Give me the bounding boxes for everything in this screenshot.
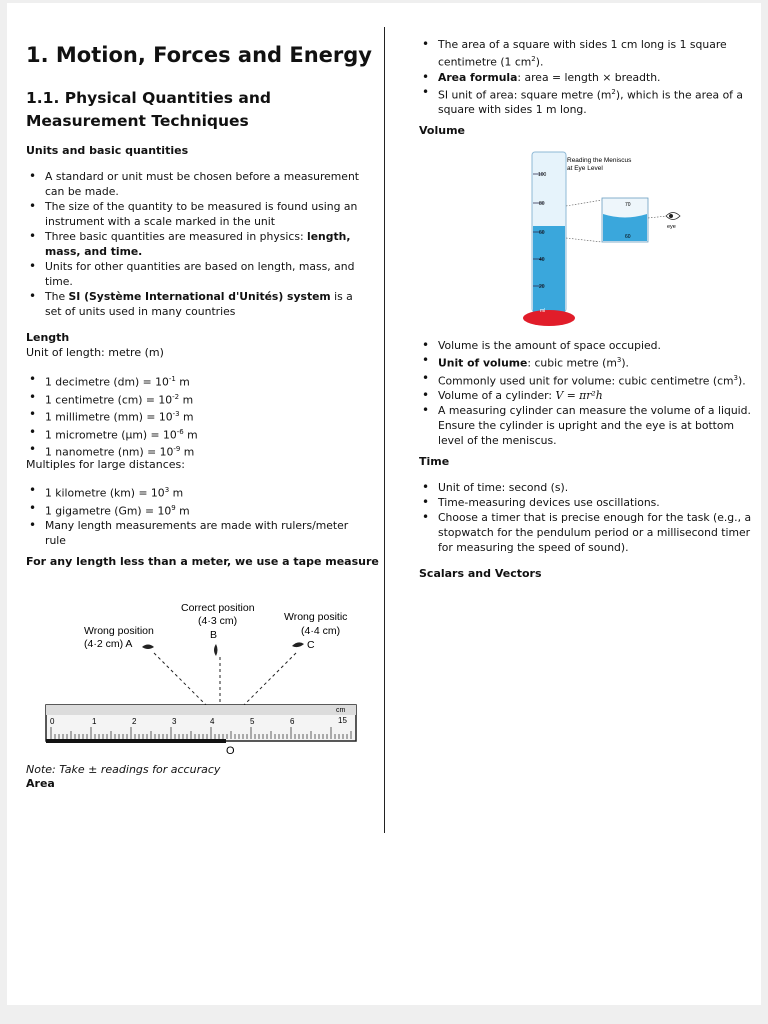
measuring-cylinder-figure — [514, 146, 684, 331]
multiples-text: Multiples for large distances: — [26, 458, 185, 471]
zoom-line-top — [566, 200, 602, 206]
wrong-right-label: Wrong positic — [284, 611, 348, 623]
list-item: • Many length measurements are made with rulers/meter rule — [26, 518, 356, 548]
list-item: • Choose a timer that is precise enough for the task (e.g., a stopwatch for the pendulum period or a millisecond timer for measuring the speed of sound). — [419, 510, 754, 555]
ruler-top-band — [46, 705, 356, 715]
tick-label: 3 — [172, 717, 177, 726]
list-item: • The SI (Système International d'Unités) system is a set of units used in many countries — [26, 289, 366, 319]
multiples-list — [26, 483, 356, 548]
scale-unit: ml — [540, 308, 546, 314]
list-item: • Three basic quantities are measured in physics: length, mass, and time. — [26, 229, 366, 259]
tick-label: 0 — [50, 717, 55, 726]
scale-label: 60 — [539, 230, 545, 236]
time-heading: Time — [419, 455, 450, 468]
object-letter: O — [226, 745, 235, 757]
eye-sight-line — [648, 216, 667, 218]
list-item: • The size of the quantity to be measured is found using an instrument with a scale marked in the unit — [26, 199, 366, 229]
list-item: • SI unit of area: square metre $(m^2)$, which is the area of a square with sides 1 m long. — [419, 85, 754, 118]
ruler-unit: cm — [336, 707, 346, 714]
list-item: • A measuring cylinder can measure the volume of a liquid. Ensure the cylinder is upright and the eye is at bottom level of the meniscus. — [419, 403, 754, 448]
length-unit: Unit of length: metre (m) — [26, 346, 164, 359]
ruler-parallax-figure — [36, 599, 368, 759]
list-item: • 1 kilometre $(km) = 10^3$ m — [26, 483, 356, 501]
list-item: • A standard or unit must be chosen before a measurement can be made. — [26, 169, 366, 199]
zoom-line-bottom — [566, 238, 602, 242]
eye-center-icon — [214, 644, 218, 656]
eye-left-icon — [142, 645, 154, 650]
list-item: • 1 micrometre $(\mu m) = 10^{-6}$ m — [26, 425, 366, 443]
tick-label: 2 — [132, 717, 137, 726]
scale-label: 80 — [539, 201, 545, 207]
list-item: • 1 millimetre $(mm) = 10^{-3}$ m — [26, 407, 366, 425]
scalars-heading: Scalars and Vectors — [419, 567, 542, 580]
tick-label: 1 — [92, 717, 97, 726]
cylinder-liquid — [533, 226, 565, 312]
list-item: • 1 nanometre $(nm) = 10^{-9}$ m — [26, 442, 366, 460]
figure-title-line2: at Eye Level — [567, 165, 603, 172]
length-heading: Length — [26, 331, 70, 344]
wrong-left-label: Wrong position — [84, 625, 154, 637]
wrong-left-value: (4·2 cm) A — [84, 638, 133, 650]
list-item: • Unit of volume: cubic metre $(m^3)$. — [419, 353, 754, 371]
zoom-label-bottom: 60 — [625, 234, 631, 240]
list-item: • Time-measuring devices use oscillations. — [419, 495, 754, 510]
list-item: • 1 centimetre $(cm) = 10^{-2}$ m — [26, 390, 366, 408]
scale-label: 20 — [539, 284, 545, 290]
tick-label: 4 — [210, 717, 215, 726]
zoom-label-top: 70 — [625, 202, 631, 208]
list-item: • Unit of time: second (s). — [419, 480, 754, 495]
correct-position-letter: B — [210, 629, 218, 641]
accuracy-note: Note: Take ± readings for accuracy — [26, 763, 221, 776]
column-divider — [384, 27, 385, 833]
document-page — [7, 3, 761, 1005]
tick-label: 6 — [290, 717, 295, 726]
scale-label: 40 — [539, 257, 545, 263]
area-heading: Area — [26, 777, 55, 790]
list-item: • The area of a square with sides 1 cm long is 1 square centimetre (1 $cm^2$). — [419, 37, 754, 70]
wrong-right-letter: C — [307, 639, 315, 651]
list-item: • Area formula: area = length × breadth. — [419, 70, 754, 85]
chapter-title: 1. Motion, Forces and Energy — [26, 43, 372, 67]
volume-list — [419, 338, 754, 448]
correct-position-value: (4·3 cm) — [198, 615, 238, 627]
eye-right-icon — [292, 642, 304, 647]
length-list — [26, 372, 366, 460]
area-list — [419, 37, 754, 117]
volume-heading: Volume — [419, 124, 465, 137]
tick-label: 5 — [250, 717, 255, 726]
list-item: • Volume of a cylinder: V = πr²h — [419, 388, 754, 403]
correct-position-label: Correct position — [181, 602, 255, 614]
cylinder-base — [523, 310, 575, 326]
units-heading: Units and basic quantities — [26, 144, 189, 157]
figure-title-line1: Reading the Meniscus — [567, 157, 632, 164]
list-item: • 1 decimetre $(dm) = 10^{-1}$ m — [26, 372, 366, 390]
section-title: 1.1. Physical Quantities and Measurement Techniques — [26, 89, 272, 130]
units-list — [26, 169, 366, 319]
wrong-right-value: (4·4 cm) — [301, 625, 341, 637]
time-list — [419, 480, 754, 555]
list-item: • 1 gigametre $(Gm) = 10^9$ m — [26, 501, 356, 519]
tick-label: 15 — [338, 716, 347, 725]
list-item: • Units for other quantities are based on length, mass, and time. — [26, 259, 366, 289]
list-item: • Volume is the amount of space occupied. — [419, 338, 754, 353]
list-item: • Commonly used unit for volume: cubic centimetre $(cm^3)$. — [419, 371, 754, 389]
tape-note: For any length less than a meter, we use a tape measure — [26, 555, 379, 568]
eye-label: eye — [667, 224, 676, 230]
scale-label: 100 — [538, 172, 547, 178]
eye-pupil — [669, 214, 673, 218]
